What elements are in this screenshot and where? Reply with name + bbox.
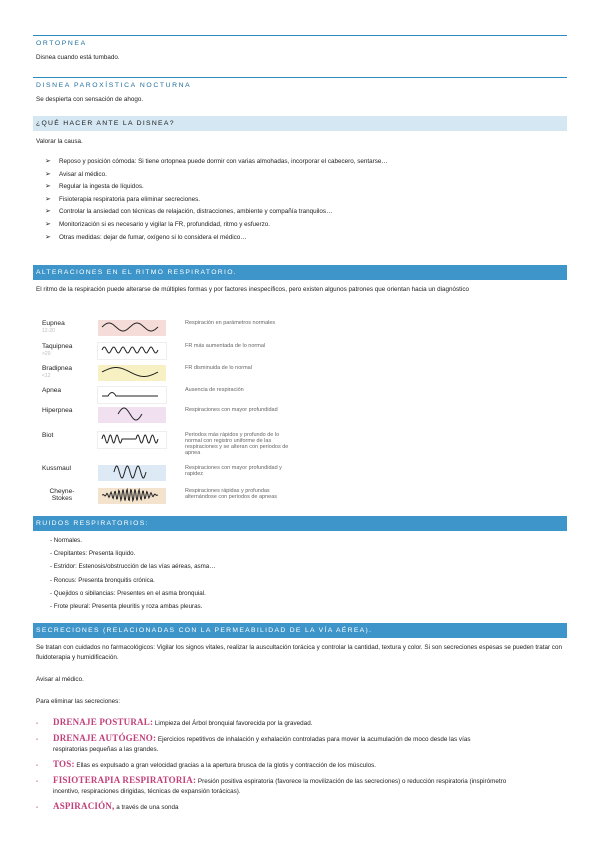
- list-item: - Crepitantes: Presenta líquido.: [50, 550, 136, 558]
- arrow-icon: ➢: [45, 183, 51, 191]
- list-item: ➢ Monitorización si es necesario y vigilar la FR, profundidad, ritmo y esfuerzo.: [45, 219, 388, 232]
- section-rule: [33, 35, 567, 36]
- arrow-icon: ➢: [45, 220, 51, 228]
- pattern-name: Biot: [42, 432, 54, 439]
- ortopnea-text: Disnea cuando está tumbado.: [36, 54, 120, 61]
- pattern-description: FR más aumentada de lo normal: [185, 343, 266, 349]
- list-item: ➢ Regular la ingesta de líquidos.: [45, 181, 388, 194]
- list-item: - TOS: Ellas es expulsado a gran velocidad gracias a la apertura brusca de la glotis y contracción de los músculos.: [36, 759, 377, 769]
- alteraciones-text: El ritmo de la respiración puede alterarse de múltiples formas y por factores inespecíficos, pero existen algunos patrones que orientan hacia un diagnóstico: [36, 286, 469, 293]
- pattern-name: Eupnea: [42, 320, 65, 327]
- pattern-description: Ausencia de respiración: [185, 387, 244, 393]
- pattern-rate: <12: [42, 373, 51, 379]
- pattern-description: Respiraciones con mayor profundidad: [185, 407, 278, 413]
- ortopnea-title: ORTOPNEA: [36, 40, 87, 47]
- wave-line: [102, 489, 158, 500]
- list-item: - Normales.: [50, 537, 82, 544]
- wave-line: [102, 347, 158, 353]
- list-item: - Frote pleural: Presenta pleuritis y roza ambas pleuras.: [50, 603, 203, 611]
- list-item: - DRENAJE POSTURAL: Limpieza del Árbol bronquial favorecida por la gravedad.: [36, 717, 313, 727]
- pattern-row: [33, 465, 295, 487]
- list-item: - DRENAJE AUTÓGENO: Ejercicios repetitivos de inhalación y exhalación controladas para mover la acumulación de moco desde las vías: [36, 733, 471, 743]
- secreciones-list: [36, 717, 564, 813]
- pattern-name: Hiperpnea: [42, 407, 73, 414]
- wave-line: [114, 466, 146, 478]
- pattern-wave-box: [98, 465, 166, 481]
- pattern-row: [33, 432, 295, 457]
- pattern-description: FR disminuida de lo normal: [185, 365, 252, 371]
- list-item: ➢ Avisar al médico.: [45, 169, 388, 182]
- pattern-description: Respiraciones con mayor profundidad y rapidez: [185, 465, 282, 478]
- secreciones-para2: Avisar al médico.: [36, 676, 84, 683]
- pattern-name: Bradipnea: [42, 365, 73, 372]
- pattern-wave: [98, 365, 166, 381]
- list-item: - Quejidos o sibilancias: Presentes en el asma bronquial.: [50, 589, 206, 597]
- disnea-paroxistica-title: DISNEA PAROXÍSTICA NOCTURNA: [36, 82, 192, 89]
- list-item: ➢ Reposo y posición cómoda: Si tiene ortopnea puede dormir con varias almohadas, incorporar el cabecero, sentarse…: [45, 156, 388, 169]
- pattern-description: Respiraciones rápidas y profundas alternándose con periodos de apneas: [185, 488, 278, 501]
- pattern-wave-box: [98, 407, 166, 423]
- pattern-wave-box: [98, 320, 166, 336]
- list-item: - Estridor: Estenosis/obstrucción de las vías aéreas, asma…: [50, 563, 216, 571]
- pattern-row: [33, 387, 295, 409]
- pattern-wave: [98, 488, 166, 504]
- wave-line: [102, 393, 158, 397]
- pattern-row: [33, 365, 295, 387]
- secreciones-title: SECRECIONES (RELACIONADAS CON LA PERMEABILIDAD DE LA VÍA AÉREA).: [33, 623, 567, 638]
- pattern-description: Respiración en parámetros normales: [185, 320, 276, 326]
- pattern-description: Periodos más rápidos y profundo de lo normal con registro uniforme de las respiraciones y se alteran con periodos de apnea: [185, 432, 289, 457]
- que-hacer-list: [45, 156, 388, 244]
- arrow-icon: ➢: [45, 195, 51, 203]
- wave-line: [102, 368, 158, 377]
- wave-line: [102, 435, 158, 443]
- list-item: ➢ Fisioterapia respiratoria para eliminar secreciones.: [45, 194, 388, 207]
- arrow-icon: ➢: [45, 170, 51, 178]
- pattern-name: Kussmaul: [42, 465, 71, 472]
- que-hacer-title: ¿QUÉ HACER ANTE LA DISNEA?: [33, 116, 567, 131]
- breathing-patterns-chart: [33, 318, 303, 516]
- wave-line: [118, 408, 142, 420]
- arrow-icon: ➢: [45, 233, 51, 241]
- pattern-wave-box: [98, 365, 166, 381]
- pattern-row: [33, 320, 295, 342]
- arrow-icon: ➢: [45, 158, 51, 165]
- alteraciones-title: ALTERACIONES EN EL RITMO RESPIRATORIO.: [33, 265, 567, 280]
- pattern-name: Taquipnea: [42, 343, 73, 350]
- pattern-wave: [98, 465, 166, 481]
- pattern-rate: 12-20: [42, 328, 55, 334]
- arrow-icon: ➢: [45, 208, 51, 216]
- list-item-continuation: respiratorias pequeñas a las grandes.: [53, 746, 159, 753]
- pattern-wave: [98, 432, 166, 448]
- list-item: ➢ Controlar la ansiedad con técnicas de relajación, distracciones, ambiente y compañía tranquilos…: [45, 206, 388, 219]
- secreciones-para3: Para eliminar las secreciones:: [36, 698, 120, 705]
- list-item: - FISIOTERAPIA RESPIRATORIA: Presión positiva espiratoria (favorece la movilización de las secreciones) o reducción respiratoria (inspirómetro: [36, 775, 507, 785]
- section-rule: [33, 77, 567, 78]
- pattern-name: Cheyne-Stokes: [49, 488, 75, 502]
- secreciones-para1: Se tratan con cuidados no farmacológicos: Vigilar los signos vitales, realizar la auscultación torácica y controlar la cantidad, textura y color. Si son secreciones espesas se pueden tratar con fluidoterapia y humidificación.: [36, 644, 562, 661]
- wave-line: [102, 323, 158, 331]
- ruidos-list: [33, 534, 215, 613]
- pattern-row: [33, 407, 295, 429]
- pattern-name: Apnea: [42, 387, 62, 394]
- pattern-rate: >20: [42, 351, 51, 357]
- que-hacer-intro: Valorar la causa.: [36, 138, 83, 145]
- pattern-wave-box: [98, 488, 166, 504]
- pattern-wave: [98, 407, 166, 423]
- list-item: ➢ Otras medidas: dejar de fumar, oxígeno si lo considera el médico…: [45, 232, 388, 245]
- pattern-wave: [98, 387, 166, 403]
- pattern-wave-box: [98, 387, 166, 403]
- pattern-wave-box: [98, 432, 166, 448]
- list-item-continuation: incentivo, respiraciones dirigidas, técnicas de expansión torácicas).: [53, 788, 241, 795]
- pattern-wave-box: [98, 343, 166, 359]
- pattern-row: [33, 343, 295, 365]
- list-item: - Roncus: Presenta bronquitis crónica.: [50, 576, 155, 584]
- disnea-paroxistica-text: Se despierta con sensación de ahogo.: [36, 96, 144, 103]
- pattern-wave: [98, 343, 166, 359]
- list-item: - ASPIRACIÓN, a través de una sonda: [36, 801, 179, 811]
- pattern-wave: [98, 320, 166, 336]
- pattern-row: [33, 488, 295, 510]
- ruidos-title: RUIDOS RESPIRATORIOS:: [33, 516, 567, 531]
